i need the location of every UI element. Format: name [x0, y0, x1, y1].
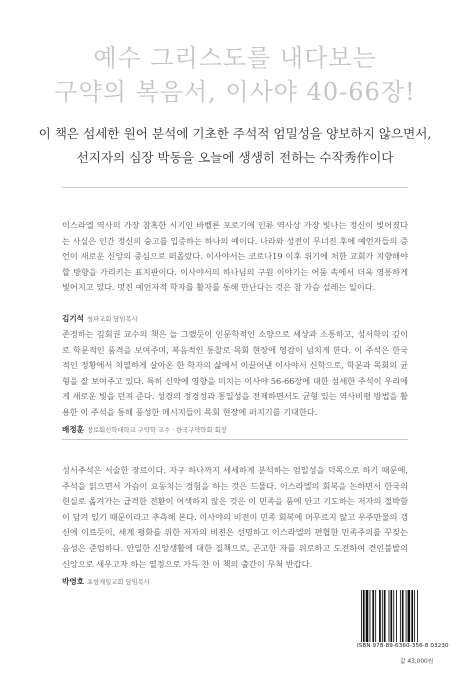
endorsement-byline-3 — [62, 569, 150, 588]
barcode-icon — [360, 590, 438, 642]
headline-line-2: 구약의 복음서, 이사야 40-66장! — [54, 78, 416, 106]
endorsement-text-2: 존경하는 김회권 교수의 책은 늘 그랬듯이 인문학적인 소양으로 세상과 소통하고, 성서학의 깊이로 학문적인 품격을 보여주며, 복음적인 통찰로 목회 현장에 영감이 넘치게 한다. 이 주석은 한국적인 정황에서 치열하게 살아온 한 학자의 삶에서 이끌어낸 이사야서 신학으로, 학문과 목회의 균형을 잘 보여주고 있다. 특히 신약에 영향을 미치는 이사야 56-66장에 대한 섬세한 주석이 우리에게 새로운 빛을 던져 준다. 성경의 정경성과 통일성을 전제하면서도 균형 있는 역사비평 방법을 활용한 이 주석을 통해 풍성한 메시지들이 목회 현장에 퍼지기를 기대한다. — [62, 329, 408, 417]
isbn-number: ISBN 978-89-6360-356-8 03230 — [357, 643, 449, 649]
endorser-affiliation: 장로회신학대학교 구약학 교수 · 한국구약학회 회장 — [87, 427, 227, 434]
price-label: 값 43,000원 — [400, 659, 434, 665]
endorser-name: 김기석 — [62, 314, 85, 323]
subtitle-line-2: 선지자의 심장 박동을 오늘에 생생히 전하는 수작秀作이다 — [76, 150, 394, 165]
headline-line-1: 예수 그리스도를 내다보는 — [93, 44, 377, 72]
endorsement-byline-1 — [62, 306, 138, 325]
endorsement-byline-2 — [62, 417, 227, 436]
endorser-affiliation: 청파교회 담임목사 — [87, 316, 138, 323]
endorsement-text-1: 이스라엘 역사의 가장 참혹한 시기인 바벨론 포로기에 인류 역사상 가장 빛나는 정신이 빚어졌다는 사실은 인간 정신의 숭고를 입증하는 하나의 예이다. 나라와 성전이 무너진 후에 예언자들의 증언이 새로운 신앙의 중심으로 떠올랐다. 이사야서는 코로나19 이후 위기에 처한 교회가 지향해야 할 방향을 가리키는 표지판이다. 이사야서의 하나님의 구원 이야기는 어둠 속에서 더욱 영롱하게 빛어지고 있다. 멋진 예언자적 학자를 활자를 통해 만난다는 것은 참 가슴 설레는 일이다. — [62, 220, 408, 293]
endorser-affiliation: 포항제일교회 담임목사 — [87, 579, 150, 586]
divider-middle — [62, 439, 408, 440]
endorser-name: 배정훈 — [62, 425, 85, 434]
endorser-name: 박영호 — [62, 577, 85, 586]
subtitle-line-1: 이 책은 섬세한 원어 분석에 기초한 주석적 엄밀성을 양보하지 않으면서, — [38, 126, 432, 141]
endorsement-text-3: 성서주석은 서술한 장르이다. 자구 하나까지 세세하게 분석하는 엄밀성을 덕목으로 하기 때문에, 주석을 읽으면서 가슴이 요동치는 경험을 하는 것은 드물다. 이스라엘의 회복을 논하면서 한국의 현실로 옮겨가는 급격한 전환이 어색하지 않은 것은 이 민족을 품에 안고 기도하는 저자의 절박함이 담겨 있기 때문이라고 추측해 본다. 이사야의 비전이 민족 회복에 머무르지 않고 우주만물의 갱신에 이르듯이, 세계 평화를 위한 저자의 비전은 선명하고 이스라엘의 편협한 민족주의를 꾸짖는 음성은 준엄하다. 안일한 신앙생활에 대한 질책으로, 곤고한 자를 위로하고 도전하여 견인불발의 신앙으로 세우고자 하는 열정으로 가득 찬 이 책의 출간이 무척 반갑다. — [62, 465, 408, 569]
divider-top — [62, 187, 408, 188]
